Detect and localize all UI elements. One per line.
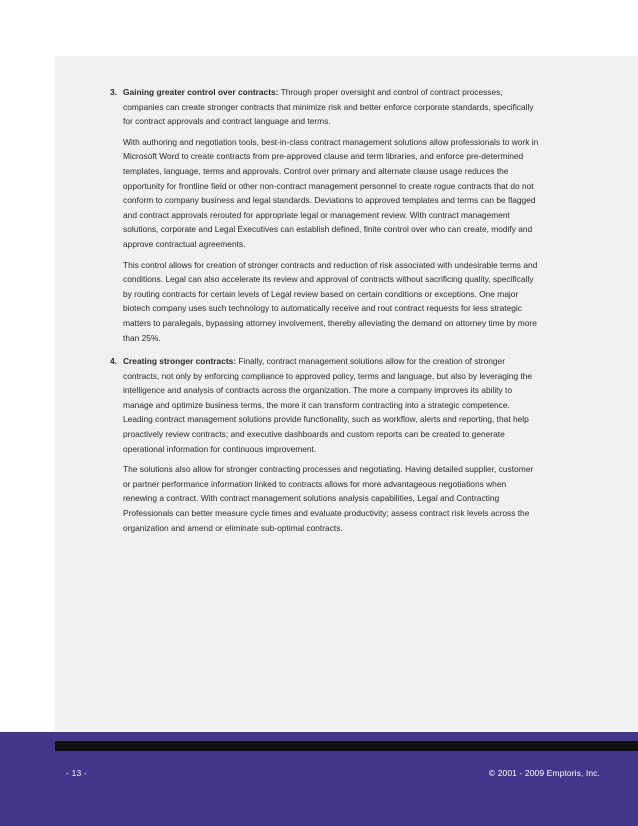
footer-divider — [55, 741, 638, 751]
item-number: 4. — [110, 356, 117, 367]
item-lead-paragraph — [123, 85, 540, 129]
list-item-3 — [110, 85, 540, 345]
page-number: - 13 - — [66, 768, 88, 778]
item-title: Gaining greater control over contracts: — [123, 87, 279, 97]
paragraph: With authoring and negotiation tools, best-in-class contract management solutions allow professionals to work in Microsoft Word to create contracts from pre-approved clause and term libraries, and enforce pre-determined templates, language, terms and approvals. Control over primary and alternate clause usage reduces the opportunity for frontline field or other non-contract management personnel to create rogue contracts that do not conform to company business and legal standards. Deviations to approved templates and terms can be flagged and contract approvals rerouted for appropriate legal or management review. With contract management solutions, corporate and Legal Executives can establish defined, finite control over who can create, modify and approve contractual agreements. — [123, 136, 539, 249]
paragraph: This control allows for creation of stronger contracts and reduction of risk associated with undesirable terms and conditions. Legal can also accelerate its review and approval of contracts without sacrificing quality, specifically by routing contracts for certain levels of Legal review based on certain conditions or exceptions. One major biotech company uses such technology to automatically receive and rout contract requests for less strategic matters to paralegals, bypassing attorney involvement, thereby alleviating the demand on attorney time by more than 25%. — [123, 259, 538, 343]
item-number: 3. — [110, 87, 117, 97]
item-lead-text: Finally, contract management solutions allow for the creation of stronger contracts, not only by enforcing compliance to approved policy, terms and language, but also by leveraging the intelligence and analysis of contracts across the organization. The more a company improves its ability to manage and optimize business terms, the more it can transform contracting into a strategic competence. Leading contract management solutions provide functionality, such as workflow, alerts and reporting, that help proactively review contracts; and executive dashboards and custom reports can be created to generate operational information for continuous improvement. — [123, 356, 533, 454]
list-item-4 — [110, 354, 540, 535]
body-text — [110, 85, 540, 535]
item-lead-text: Through proper oversight and control of contract processes, companies can create stronger contracts that minimize risk and better enforce corporate standards, specifically for contract approvals and contract language and terms. — [123, 87, 534, 127]
copyright-notice: © 2001 - 2009 Emptoris, Inc. — [488, 768, 600, 778]
item-lead-paragraph — [123, 354, 540, 456]
paragraph: The solutions also allow for stronger contracting processes and negotiating. Having detailed supplier, customer or partner performance information linked to contracts allows for more advantageous negotiations when renewing a contract. With contract management solutions analysis capabilities, Legal and Contracting Professionals can better measure cycle times and evaluate productivity; assess contract risk levels across the organization and amend or eliminate sub-optimal contracts. — [123, 464, 534, 533]
item-title: Creating stronger contracts: — [123, 356, 237, 367]
